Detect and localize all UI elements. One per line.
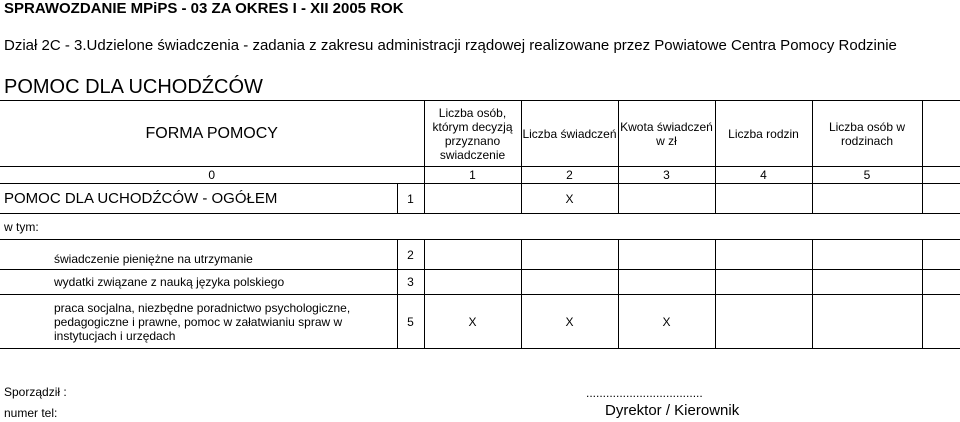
w-tym-label: w tym: <box>0 214 960 240</box>
empty-cell <box>922 101 960 167</box>
row-polish-language-number: 3 <box>397 270 424 295</box>
header-families: Liczba rodzin <box>715 101 812 167</box>
signature-dots: ................................... <box>586 386 703 400</box>
row-social-work-label: praca socjalna, niezbędne poradnictwo psychologiczne, pedagogiczne i prawne, pomoc w załatwianiu spraw w instytucjach i urzędach <box>0 295 397 349</box>
header-benefits-count: Liczba świadczeń <box>521 101 618 167</box>
prepared-by-label: Sporządził : <box>4 385 67 399</box>
col-number-5: 5 <box>812 167 922 184</box>
row-cash-benefit-number: 2 <box>397 240 424 270</box>
header-form: FORMA POMOCY <box>0 101 424 167</box>
row-cash-benefit-label: świadczenie pieniężne na utrzymanie <box>0 240 397 270</box>
report-title: SPRAWOZDANIE MPiPS - 03 ZA OKRES I - XII 2005 ROK <box>4 0 404 17</box>
header-persons: Liczba osób, którym decyzją przyznano swiadczenie <box>424 101 521 167</box>
signature-label: Dyrektor / Kierownik <box>605 402 740 419</box>
total-row-number: 1 <box>397 184 424 214</box>
section-title: Dział 2C - 3.Udzielone świadczenia - zadania z zakresu administracji rządowej realizowane przez Powiatowe Centra Pomocy Rodzinie <box>4 37 897 54</box>
col-number-4: 4 <box>715 167 812 184</box>
row-social-work-number: 5 <box>397 295 424 349</box>
col-number-2: 2 <box>521 167 618 184</box>
phone-label: numer tel: <box>4 406 58 420</box>
col-number-0: 0 <box>0 167 424 184</box>
header-family-persons: Liczba osób w rodzinach <box>812 101 922 167</box>
col-number-3: 3 <box>618 167 715 184</box>
page-subtitle: POMOC DLA UCHODŹCÓW <box>4 76 263 98</box>
col-number-1: 1 <box>424 167 521 184</box>
row-social-work-x3: X <box>618 295 715 349</box>
row-social-work-x1: X <box>424 295 521 349</box>
row-polish-language-label: wydatki związane z nauką języka polskiego <box>0 270 397 295</box>
row-social-work-x2: X <box>521 295 618 349</box>
total-row-x: X <box>521 184 618 214</box>
total-row-label: POMOC DLA UCHODŹCÓW - OGÓŁEM <box>0 184 397 214</box>
header-amount: Kwota świadczeń w zł <box>618 101 715 167</box>
aid-table <box>0 100 960 349</box>
